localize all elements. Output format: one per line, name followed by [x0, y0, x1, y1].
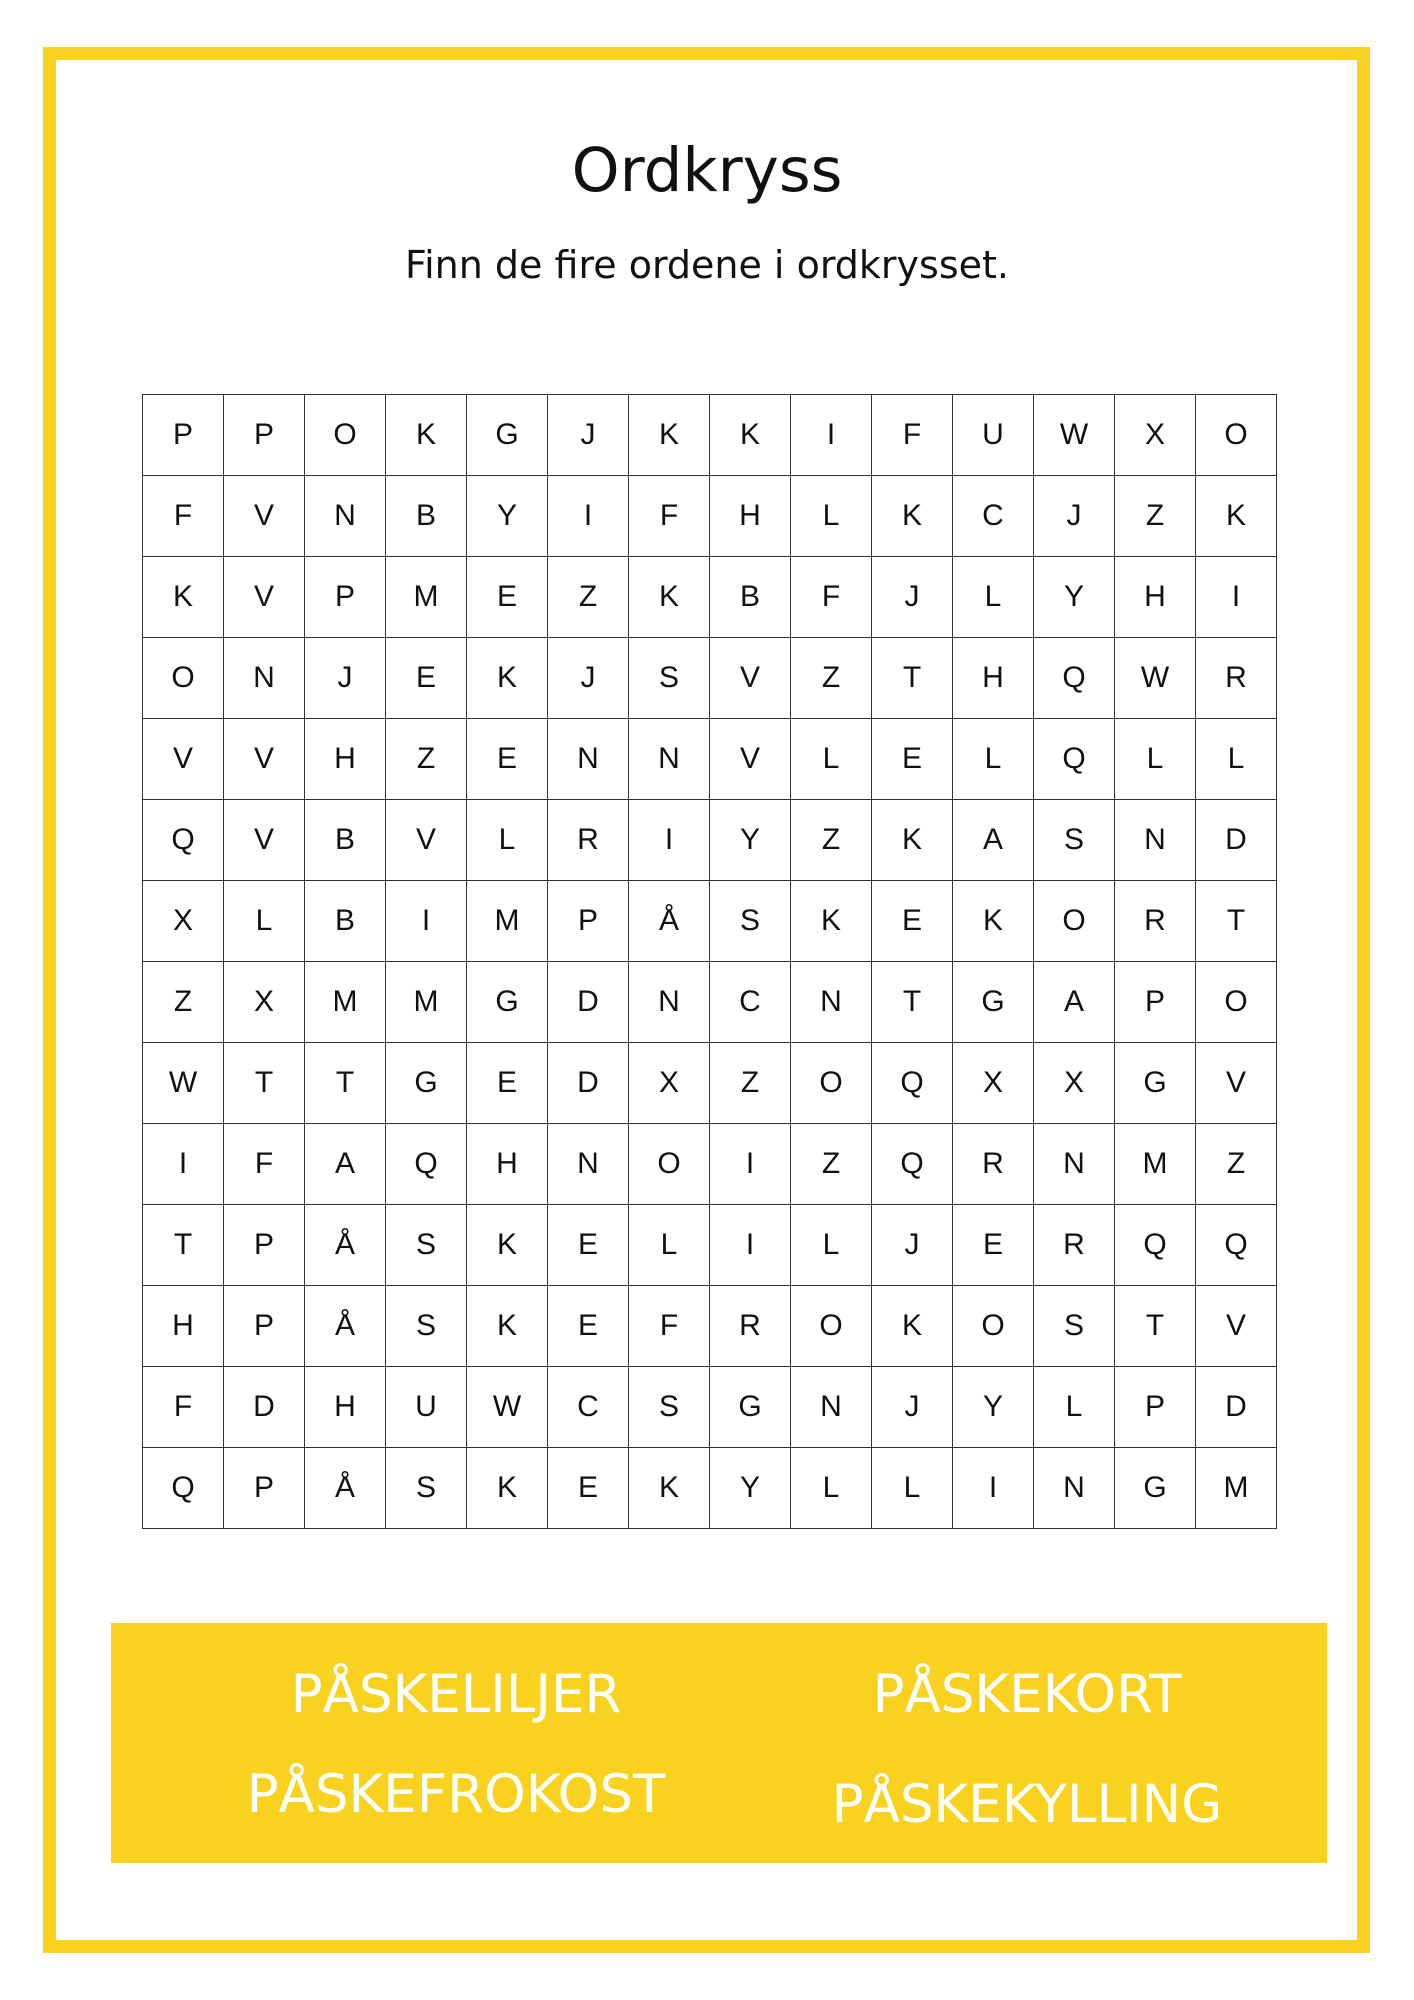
grid-cell[interactable]: N [791, 962, 872, 1043]
grid-cell[interactable]: V [224, 557, 305, 638]
grid-cell[interactable]: F [791, 557, 872, 638]
grid-cell[interactable]: F [629, 476, 710, 557]
grid-cell[interactable]: Q [386, 1124, 467, 1205]
grid-cell[interactable]: P [224, 1205, 305, 1286]
grid-cell[interactable]: V [1196, 1286, 1277, 1367]
grid-cell[interactable]: Å [629, 881, 710, 962]
grid-cell[interactable]: Z [1196, 1124, 1277, 1205]
grid-cell[interactable]: B [710, 557, 791, 638]
word-item: PÅSKEKYLLING [831, 1774, 1223, 1835]
grid-cell[interactable]: L [953, 719, 1034, 800]
grid-cell[interactable]: O [629, 1124, 710, 1205]
grid-cell[interactable]: O [1196, 962, 1277, 1043]
grid-cell[interactable]: S [629, 1367, 710, 1448]
grid-cell[interactable]: K [467, 1286, 548, 1367]
instructions: Finn de fire ordene i ordkrysset. [405, 243, 1009, 287]
grid-cell[interactable]: X [224, 962, 305, 1043]
grid-cell[interactable]: R [1196, 638, 1277, 719]
grid-cell[interactable]: E [953, 1205, 1034, 1286]
grid-cell[interactable]: Y [953, 1367, 1034, 1448]
grid-cell[interactable]: L [953, 557, 1034, 638]
grid-cell[interactable]: M [305, 962, 386, 1043]
grid-cell[interactable]: C [548, 1367, 629, 1448]
grid-cell[interactable]: L [791, 476, 872, 557]
grid-cell[interactable]: A [953, 800, 1034, 881]
grid-cell[interactable]: O [305, 395, 386, 476]
grid-cell[interactable]: J [872, 1367, 953, 1448]
grid-cell[interactable]: Z [791, 638, 872, 719]
grid-cell[interactable]: Q [1196, 1205, 1277, 1286]
grid-cell[interactable]: S [629, 638, 710, 719]
grid-cell[interactable]: X [143, 881, 224, 962]
grid-cell[interactable]: Z [143, 962, 224, 1043]
grid-cell[interactable]: H [467, 1124, 548, 1205]
grid-cell[interactable]: P [1115, 1367, 1196, 1448]
grid-cell[interactable]: K [872, 476, 953, 557]
grid-cell[interactable]: F [224, 1124, 305, 1205]
grid-cell[interactable]: D [548, 962, 629, 1043]
grid-cell[interactable]: Z [791, 1124, 872, 1205]
grid-cell[interactable]: G [1115, 1448, 1196, 1529]
grid-cell[interactable]: W [143, 1043, 224, 1124]
grid-cell[interactable]: K [791, 881, 872, 962]
grid-cell[interactable]: W [1115, 638, 1196, 719]
grid-cell[interactable]: E [548, 1205, 629, 1286]
grid-cell[interactable]: N [1115, 800, 1196, 881]
grid-cell[interactable]: L [1034, 1367, 1115, 1448]
grid-cell[interactable]: L [467, 800, 548, 881]
grid-cell[interactable]: F [872, 395, 953, 476]
word-list-panel [111, 1623, 1327, 1863]
grid-cell[interactable]: M [467, 881, 548, 962]
grid-cell[interactable]: L [224, 881, 305, 962]
grid-cell[interactable]: F [143, 476, 224, 557]
grid-cell[interactable]: O [1196, 395, 1277, 476]
grid-cell[interactable]: H [953, 638, 1034, 719]
grid-cell[interactable]: F [143, 1367, 224, 1448]
grid-cell[interactable]: V [224, 719, 305, 800]
grid-cell[interactable]: P [143, 395, 224, 476]
grid-cell[interactable]: S [386, 1205, 467, 1286]
grid-cell[interactable]: G [386, 1043, 467, 1124]
grid-cell[interactable]: Q [872, 1124, 953, 1205]
grid-cell[interactable]: G [710, 1367, 791, 1448]
grid-cell[interactable]: K [386, 395, 467, 476]
grid-cell[interactable]: X [1115, 395, 1196, 476]
grid-cell[interactable]: G [1115, 1043, 1196, 1124]
grid-cell[interactable]: V [710, 638, 791, 719]
grid-cell[interactable]: I [143, 1124, 224, 1205]
grid-cell[interactable]: T [305, 1043, 386, 1124]
grid-cell[interactable]: Å [305, 1205, 386, 1286]
grid-cell[interactable]: L [791, 1205, 872, 1286]
grid-cell[interactable]: H [305, 719, 386, 800]
word-search-grid [142, 394, 1277, 1529]
grid-cell[interactable]: P [224, 1448, 305, 1529]
grid-cell[interactable]: P [1115, 962, 1196, 1043]
grid-cell[interactable]: L [1115, 719, 1196, 800]
grid-cell[interactable]: V [1196, 1043, 1277, 1124]
grid-cell[interactable]: T [1196, 881, 1277, 962]
grid-cell[interactable]: S [1034, 1286, 1115, 1367]
grid-row [143, 557, 1277, 638]
grid-cell[interactable]: N [629, 719, 710, 800]
grid-cell[interactable]: Z [791, 800, 872, 881]
grid-cell[interactable]: N [1034, 1448, 1115, 1529]
grid-cell[interactable]: I [629, 800, 710, 881]
grid-cell[interactable]: Q [1115, 1205, 1196, 1286]
grid-cell[interactable]: Z [1115, 476, 1196, 557]
grid-cell[interactable]: H [710, 476, 791, 557]
grid-cell[interactable]: O [953, 1286, 1034, 1367]
grid-cell[interactable]: K [872, 1286, 953, 1367]
grid-cell[interactable]: N [305, 476, 386, 557]
grid-cell[interactable]: M [1115, 1124, 1196, 1205]
word-item: PÅSKELILJER [290, 1664, 622, 1725]
grid-row [143, 719, 1277, 800]
grid-cell[interactable]: K [467, 1205, 548, 1286]
grid-cell[interactable]: Q [143, 1448, 224, 1529]
grid-cell[interactable]: U [953, 395, 1034, 476]
grid-cell[interactable]: N [548, 1124, 629, 1205]
grid-cell[interactable]: O [791, 1043, 872, 1124]
grid-cell[interactable]: D [224, 1367, 305, 1448]
grid-cell[interactable]: D [1196, 1367, 1277, 1448]
grid-row [143, 638, 1277, 719]
grid-cell[interactable]: Y [467, 476, 548, 557]
grid-cell[interactable]: J [548, 395, 629, 476]
grid-cell[interactable]: I [791, 395, 872, 476]
grid-cell[interactable]: L [791, 1448, 872, 1529]
grid-cell[interactable]: A [305, 1124, 386, 1205]
grid-cell[interactable]: M [386, 962, 467, 1043]
grid-cell[interactable]: T [1115, 1286, 1196, 1367]
grid-cell[interactable]: J [1034, 476, 1115, 557]
grid-cell[interactable]: E [548, 1448, 629, 1529]
grid-cell[interactable]: T [143, 1205, 224, 1286]
grid-cell[interactable]: B [305, 881, 386, 962]
grid-row [143, 1448, 1277, 1529]
grid-cell[interactable]: X [1034, 1043, 1115, 1124]
grid-cell[interactable]: K [467, 1448, 548, 1529]
grid-cell[interactable]: F [629, 1286, 710, 1367]
grid-cell[interactable]: Y [1034, 557, 1115, 638]
grid-cell[interactable]: I [386, 881, 467, 962]
grid-cell[interactable]: T [872, 962, 953, 1043]
grid-cell[interactable]: L [791, 719, 872, 800]
grid-cell[interactable]: G [467, 395, 548, 476]
grid-cell[interactable]: K [1196, 476, 1277, 557]
grid-cell[interactable]: N [224, 638, 305, 719]
grid-cell[interactable]: W [467, 1367, 548, 1448]
grid-cell[interactable]: Q [1034, 638, 1115, 719]
grid-cell[interactable]: H [305, 1367, 386, 1448]
grid-cell[interactable]: B [386, 476, 467, 557]
grid-cell[interactable]: L [1196, 719, 1277, 800]
grid-cell[interactable]: Q [872, 1043, 953, 1124]
grid-row [143, 962, 1277, 1043]
grid-cell[interactable]: N [629, 962, 710, 1043]
grid-cell[interactable]: I [1196, 557, 1277, 638]
grid-cell[interactable]: E [386, 638, 467, 719]
grid-cell[interactable]: E [467, 1043, 548, 1124]
grid-cell[interactable]: K [629, 1448, 710, 1529]
grid-row [143, 1286, 1277, 1367]
grid-cell[interactable]: J [305, 638, 386, 719]
grid-cell[interactable]: D [1196, 800, 1277, 881]
grid-row [143, 1124, 1277, 1205]
grid-cell[interactable]: I [548, 476, 629, 557]
grid-cell[interactable]: X [953, 1043, 1034, 1124]
grid-cell[interactable]: E [467, 719, 548, 800]
grid-cell[interactable]: D [548, 1043, 629, 1124]
grid-cell[interactable]: V [386, 800, 467, 881]
grid-cell[interactable]: A [1034, 962, 1115, 1043]
grid-cell[interactable]: T [872, 638, 953, 719]
grid-cell[interactable]: P [548, 881, 629, 962]
grid-cell[interactable]: K [872, 800, 953, 881]
grid-cell[interactable]: H [143, 1286, 224, 1367]
grid-cell[interactable]: Y [710, 800, 791, 881]
grid-cell[interactable]: K [710, 395, 791, 476]
grid-cell[interactable]: G [953, 962, 1034, 1043]
grid-cell[interactable]: C [953, 476, 1034, 557]
grid-cell[interactable]: W [1034, 395, 1115, 476]
grid-cell[interactable]: I [710, 1205, 791, 1286]
grid-cell[interactable]: K [143, 557, 224, 638]
grid-cell[interactable]: R [548, 800, 629, 881]
grid-cell[interactable]: M [386, 557, 467, 638]
grid-cell[interactable]: R [1034, 1205, 1115, 1286]
grid-row [143, 881, 1277, 962]
grid-cell[interactable]: N [1034, 1124, 1115, 1205]
grid-cell[interactable]: O [1034, 881, 1115, 962]
grid-row [143, 395, 1277, 476]
grid-cell[interactable]: J [872, 557, 953, 638]
grid-cell[interactable]: T [224, 1043, 305, 1124]
grid-row [143, 1043, 1277, 1124]
grid-cell[interactable]: K [467, 638, 548, 719]
grid-row [143, 1205, 1277, 1286]
grid-cell[interactable]: H [1115, 557, 1196, 638]
grid-cell[interactable]: E [548, 1286, 629, 1367]
grid-cell[interactable]: U [386, 1367, 467, 1448]
grid-cell[interactable]: S [710, 881, 791, 962]
grid-row [143, 800, 1277, 881]
grid-cell[interactable]: Z [710, 1043, 791, 1124]
grid-cell[interactable]: J [548, 638, 629, 719]
grid-cell[interactable]: P [224, 1286, 305, 1367]
grid-cell[interactable]: N [548, 719, 629, 800]
grid-cell[interactable]: Q [143, 800, 224, 881]
grid-cell[interactable]: E [872, 881, 953, 962]
grid-cell[interactable]: R [1115, 881, 1196, 962]
grid-cell[interactable]: N [791, 1367, 872, 1448]
grid-cell[interactable]: J [872, 1205, 953, 1286]
grid-cell[interactable]: K [629, 557, 710, 638]
grid-cell[interactable]: Z [386, 719, 467, 800]
grid-cell[interactable]: V [143, 719, 224, 800]
grid-cell[interactable]: L [629, 1205, 710, 1286]
grid-cell[interactable]: R [953, 1124, 1034, 1205]
grid-cell[interactable]: I [953, 1448, 1034, 1529]
grid-cell[interactable]: X [629, 1043, 710, 1124]
grid-cell[interactable]: G [467, 962, 548, 1043]
grid-cell[interactable]: O [143, 638, 224, 719]
grid-cell[interactable]: L [872, 1448, 953, 1529]
grid-cell[interactable]: P [224, 395, 305, 476]
page-title: Ordkryss [571, 135, 843, 206]
grid-row [143, 1367, 1277, 1448]
grid-cell[interactable]: Å [305, 1448, 386, 1529]
grid-cell[interactable]: Å [305, 1286, 386, 1367]
grid-cell[interactable]: R [710, 1286, 791, 1367]
grid-cell[interactable]: Q [1034, 719, 1115, 800]
grid-cell[interactable]: P [305, 557, 386, 638]
word-item: PÅSKEKORT [872, 1664, 1182, 1725]
word-item: PÅSKEFROKOST [246, 1764, 666, 1825]
grid-cell[interactable]: I [710, 1124, 791, 1205]
grid-cell[interactable]: S [386, 1286, 467, 1367]
grid-cell[interactable]: B [305, 800, 386, 881]
grid-cell[interactable]: V [224, 800, 305, 881]
grid-cell[interactable]: E [467, 557, 548, 638]
grid-cell[interactable]: K [629, 395, 710, 476]
grid-row [143, 476, 1277, 557]
grid-cell[interactable]: C [710, 962, 791, 1043]
grid-cell[interactable]: O [791, 1286, 872, 1367]
grid-cell[interactable]: V [710, 719, 791, 800]
grid-cell[interactable]: Y [710, 1448, 791, 1529]
grid-cell[interactable]: M [1196, 1448, 1277, 1529]
grid-cell[interactable]: V [224, 476, 305, 557]
grid-cell[interactable]: S [386, 1448, 467, 1529]
grid-cell[interactable]: Z [548, 557, 629, 638]
grid-cell[interactable]: K [953, 881, 1034, 962]
grid-cell[interactable]: E [872, 719, 953, 800]
grid-cell[interactable]: S [1034, 800, 1115, 881]
